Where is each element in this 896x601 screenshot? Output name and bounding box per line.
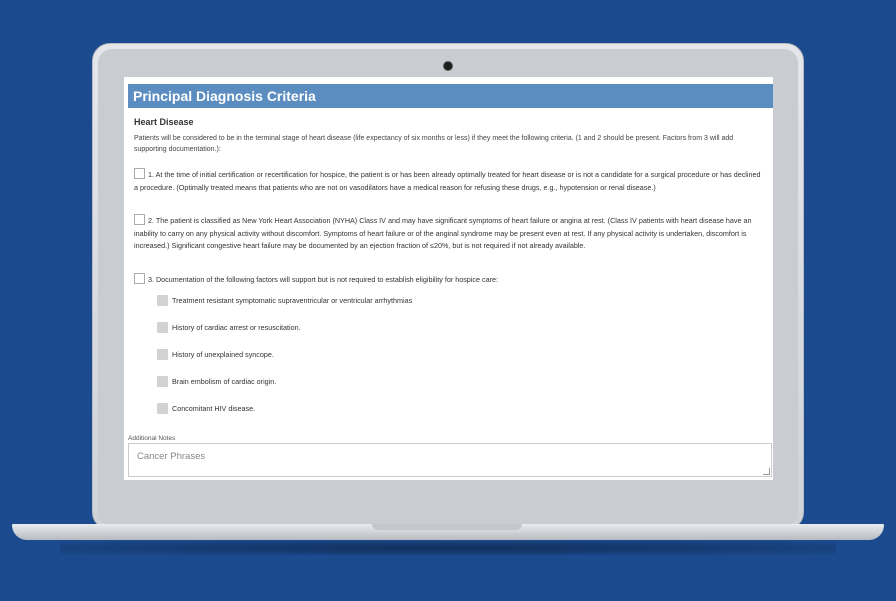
factor-4-label: Brain embolism of cardiac origin.	[172, 377, 277, 386]
notes-textarea[interactable]	[128, 443, 772, 477]
factor-2-label: History of cardiac arrest or resuscitation.	[172, 323, 301, 332]
laptop-screen	[124, 77, 773, 480]
factor-2-checkbox[interactable]	[157, 322, 168, 333]
intro-text: Patients will be considered to be in the terminal stage of heart disease (life expectancy of six months or less) if they meet the following criteria. (1 and 2 should be present. Factors from 3 will add supporting documentation.):	[134, 135, 734, 153]
criterion-3-checkbox[interactable]	[134, 273, 145, 284]
factor-4	[157, 376, 276, 388]
criterion-2-label: 2. The patient is classified as New York Heart Association (NYHA) Class IV and may have significant symptoms of heart failure or angina at rest. (Class IV patients with heart disease have an inability to carry on any physical activity without discomfort. Symptoms of heart failure or of the anginal syndrome may be present even at rest. If any physical activity is undertaken, discomfort is increased.) Significant congestive heart failure may be documented by an ejection fraction of ≤20%, but is not required if not already available.	[134, 216, 752, 250]
laptop-shadow	[60, 541, 836, 555]
criterion-2	[134, 214, 766, 253]
laptop-notch	[372, 524, 522, 530]
section-title: Heart Disease	[134, 117, 194, 127]
criterion-1	[134, 168, 766, 194]
factor-3-label: History of unexplained syncope.	[172, 350, 274, 359]
factor-5	[157, 403, 255, 415]
notes-label: Additional Notes	[128, 435, 176, 442]
factor-3	[157, 349, 274, 361]
resize-handle-icon[interactable]	[763, 468, 770, 475]
criterion-3	[134, 273, 766, 287]
page-title: Principal Diagnosis Criteria	[128, 84, 773, 108]
factor-1-label: Treatment resistant symptomatic supraventricular or ventricular arrhythmias	[172, 296, 413, 305]
factor-3-checkbox[interactable]	[157, 349, 168, 360]
factor-5-checkbox[interactable]	[157, 403, 168, 414]
criterion-1-checkbox[interactable]	[134, 168, 145, 179]
factor-4-checkbox[interactable]	[157, 376, 168, 387]
criterion-2-checkbox[interactable]	[134, 214, 145, 225]
criterion-1-label: 1. At the time of initial certification or recertification for hospice, the patient is or has been already optimally treated for heart disease or is not a candidate for a surgical procedure or has declined a procedure. (Optimally treated means that patients who are not on vasodilators have a medical reason for refusing these drugs, e.g., hypotension or renal disease.)	[134, 170, 761, 192]
notes-placeholder: Cancer Phrases	[137, 451, 206, 462]
factor-1	[157, 295, 412, 307]
camera-icon	[443, 61, 453, 71]
criterion-3-label: 3. Documentation of the following factors will support but is not required to establish eligibility for hospice care:	[148, 275, 498, 284]
factor-5-label: Concomitant HIV disease.	[172, 404, 256, 413]
factor-2	[157, 322, 301, 334]
factor-1-checkbox[interactable]	[157, 295, 168, 306]
